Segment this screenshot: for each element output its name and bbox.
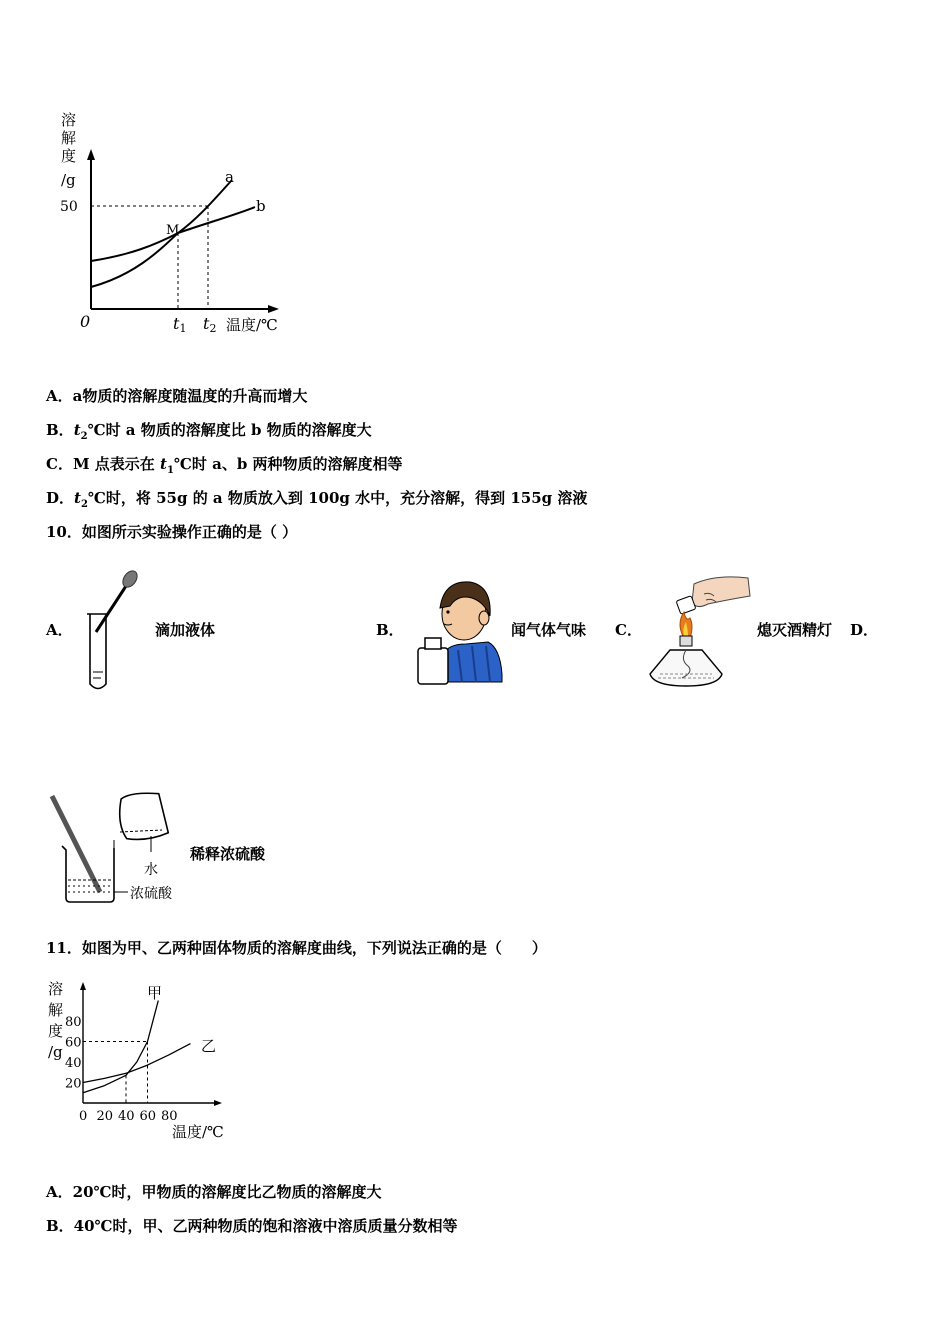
q9-d-rest: ℃时，将 55g 的 a 物质放入到 100g 水中，充分溶解，得到 155g 溶液 xyxy=(87,489,588,507)
q10-d-letter[interactable]: D． xyxy=(850,621,879,639)
chart2-y-arrow xyxy=(80,982,86,990)
chart2-ytick-80: 80 xyxy=(65,1015,82,1030)
q10-c-letter[interactable]: C． xyxy=(615,621,642,639)
solubility-chart-jia-yi xyxy=(44,976,240,1146)
graph1-x-arrow xyxy=(268,305,279,313)
chart2-x-arrow xyxy=(214,1100,222,1106)
q10-a-label: 滴加液体 xyxy=(155,621,216,639)
graph1-point-m: M xyxy=(166,223,180,238)
chart2-xtick-0: 0 xyxy=(79,1109,88,1124)
chart2-ytick-60: 60 xyxy=(65,1035,82,1051)
graph1-t1: t1 xyxy=(173,314,187,335)
q9-b-t: t xyxy=(73,421,81,439)
graph1-origin: 0 xyxy=(80,312,91,331)
acid-water-label: 水 xyxy=(144,862,158,878)
graph1-curve-a xyxy=(91,180,232,287)
q10-c-label: 熄灭酒精灯 xyxy=(757,621,833,639)
q9-option-b[interactable] xyxy=(46,420,372,447)
chart2-ylabel-char-3: 度 xyxy=(48,1022,64,1040)
q9-option-d[interactable] xyxy=(46,488,587,515)
chart2-label-yi: 乙 xyxy=(201,1037,217,1055)
q9-c-prefix: C．M 点表示在 xyxy=(46,455,160,473)
q9-b-rest: ℃时 a 物质的溶解度比 b 物质的溶解度大 xyxy=(87,421,372,439)
q9-d-t: t xyxy=(74,489,81,507)
chart2-ylabel-char-2: 解 xyxy=(48,1001,64,1019)
chart2-xlabel: 温度/℃ xyxy=(172,1123,224,1141)
q10-b-letter[interactable]: B． xyxy=(376,621,404,639)
q9-c-sub: 1 xyxy=(166,465,174,476)
q10-d-label: 稀释浓硫酸 xyxy=(190,845,266,863)
q11-option-b[interactable]: B．40℃时，甲、乙两种物质的饱和溶液中溶质质量分数相等 xyxy=(46,1217,458,1235)
graph1-label-b: b xyxy=(256,197,266,215)
chart2-ylabel-char-1: 溶 xyxy=(48,980,64,998)
q9-b-prefix: B． xyxy=(46,421,74,439)
q9-option-c[interactable] xyxy=(46,454,403,481)
graph1-ylabel-char-3: 度 xyxy=(61,147,77,165)
chart2-xtick-80: 80 xyxy=(161,1109,178,1124)
solubility-graph-ab xyxy=(50,105,310,345)
chart2-ytick-20: 20 xyxy=(65,1076,82,1092)
acid-acid-label: 浓硫酸 xyxy=(130,886,172,902)
q11-stem: 11．如图为甲、乙两种固体物质的溶解度曲线，下列说法正确的是（ ） xyxy=(46,939,547,957)
q9-d-sub: 2 xyxy=(80,499,88,510)
graph1-label-a: a xyxy=(225,168,234,186)
dilute-acid-illustration xyxy=(44,790,190,910)
chart2-xtick-60: 60 xyxy=(139,1109,157,1124)
q11-option-a[interactable]: A．20℃时，甲物质的溶解度比乙物质的溶解度大 xyxy=(46,1183,382,1201)
dropper-illustration xyxy=(82,568,142,694)
q10-b-label: 闻气体气味 xyxy=(511,621,587,639)
chart2-xtick-40: 40 xyxy=(118,1109,135,1124)
graph1-xlabel: 温度/℃ xyxy=(226,316,278,334)
chart2-ylabel-char-4: /g xyxy=(48,1043,63,1061)
graph1-ylabel-char-2: 解 xyxy=(61,129,77,147)
q9-b-sub: 2 xyxy=(80,431,88,442)
alcohol-lamp-illustration xyxy=(646,570,754,692)
graph1-tick-50: 50 xyxy=(60,199,78,215)
q9-d-prefix: D． xyxy=(46,489,75,507)
graph1-t2: t2 xyxy=(203,314,217,335)
chart2-label-jia: 甲 xyxy=(147,984,163,1002)
q9-c-t: t xyxy=(160,455,167,473)
graph1-ylabel-char-1: 溶 xyxy=(61,111,77,129)
q9-option-a[interactable]: A．a物质的溶解度随温度的升高而增大 xyxy=(46,387,308,405)
chart2-ytick-40: 40 xyxy=(65,1056,82,1071)
graph1-y-arrow xyxy=(87,149,95,160)
smelling-gas-illustration xyxy=(414,574,506,686)
q10-stem: 10．如图所示实验操作正确的是（ ） xyxy=(46,523,298,541)
chart2-xtick-20: 20 xyxy=(96,1109,114,1124)
graph1-ylabel-char-4: /g xyxy=(61,171,76,189)
q9-c-rest: ℃时 a、b 两种物质的溶解度相等 xyxy=(173,455,403,473)
q10-a-letter[interactable]: A． xyxy=(46,621,73,639)
